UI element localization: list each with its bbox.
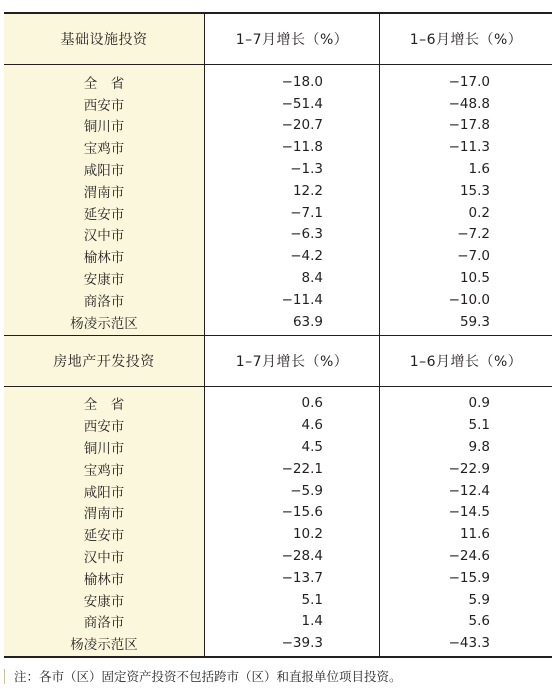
jan-jun-value-cell: 1.6 (468, 161, 490, 178)
region-name-cell: 宝鸡市 (83, 141, 125, 158)
region-name-cell: 安康市 (83, 272, 125, 289)
jan-jul-value-cell: −4.2 (290, 248, 323, 265)
section-body (4, 65, 552, 335)
jan-jul-value-cell: 8.4 (301, 270, 323, 287)
jan-jun-column (379, 387, 552, 657)
note-marker (4, 669, 5, 684)
jan-jul-column (204, 387, 379, 657)
region-name-cell: 榆林市 (83, 571, 125, 588)
jan-jun-value-cell: 10.5 (459, 270, 490, 287)
section-body (4, 387, 552, 657)
jan-jun-value-cell: 59.3 (459, 313, 490, 330)
header-jan-jul-growth: 1–7月增长（%） (204, 336, 379, 386)
jan-jun-value-cell: 9.8 (468, 439, 490, 456)
jan-jun-value-cell: −14.5 (448, 504, 490, 521)
investment-growth-table (4, 12, 552, 658)
jan-jul-value-cell: −39.3 (281, 635, 323, 652)
jan-jul-value-cell: −28.4 (281, 548, 323, 565)
jan-jun-value-cell: −17.8 (448, 117, 490, 134)
jan-jul-value-cell: 4.5 (301, 439, 323, 456)
jan-jun-value-cell: 0.2 (468, 204, 490, 221)
region-name-column (4, 387, 204, 657)
region-name-cell: 汉中市 (83, 550, 125, 567)
jan-jun-value-cell: 0.9 (468, 395, 490, 412)
region-name-column (4, 65, 204, 335)
region-name-cell: 全 省 (83, 397, 125, 414)
jan-jul-value-cell: 0.6 (301, 395, 323, 412)
header-infrastructure-label: 基础设施投资 (4, 14, 204, 64)
jan-jul-value-cell: −11.4 (281, 291, 323, 308)
jan-jul-value-cell: −5.9 (290, 482, 323, 499)
jan-jul-value-cell: −18.0 (281, 73, 323, 90)
jan-jun-value-cell: −12.4 (448, 482, 490, 499)
jan-jun-value-cell: −7.0 (457, 248, 490, 265)
jan-jun-value-cell: −24.6 (448, 548, 490, 565)
region-name-cell: 西安市 (83, 97, 125, 114)
jan-jun-value-cell: −17.0 (448, 73, 490, 90)
jan-jul-value-cell: −51.4 (281, 95, 323, 112)
jan-jul-value-cell: −7.1 (290, 204, 323, 221)
region-name-cell: 全 省 (83, 75, 125, 92)
jan-jul-column (204, 65, 379, 335)
jan-jun-value-cell: −22.9 (448, 460, 490, 477)
region-name-cell: 杨凌示范区 (70, 637, 138, 654)
jan-jul-value-cell: 10.2 (292, 526, 323, 543)
region-name-cell: 商洛市 (83, 293, 125, 310)
section-header (4, 14, 552, 64)
region-name-cell: 咸阳市 (83, 163, 125, 180)
region-name-cell: 延安市 (83, 206, 125, 223)
region-name-cell: 铜川市 (83, 119, 125, 136)
jan-jul-value-cell: −11.8 (281, 139, 323, 156)
jan-jul-value-cell: −1.3 (290, 161, 323, 178)
header-real-estate-label: 房地产开发投资 (4, 336, 204, 386)
jan-jun-value-cell: −11.3 (448, 139, 490, 156)
region-name-cell: 渭南市 (83, 184, 125, 201)
header-jan-jun-growth: 1–6月增长（%） (379, 336, 552, 386)
jan-jun-value-cell: −43.3 (448, 635, 490, 652)
jan-jun-value-cell: −15.9 (448, 569, 490, 586)
region-name-cell: 汉中市 (83, 228, 125, 245)
region-name-cell: 商洛市 (83, 615, 125, 632)
jan-jul-value-cell: 4.6 (301, 417, 323, 434)
jan-jun-value-cell: 5.1 (468, 417, 490, 434)
jan-jul-value-cell: 1.4 (301, 613, 323, 630)
footnote: 注：各市（区）固定资产投资不包括跨市（区）和直报单位项目投资。 (14, 669, 402, 684)
jan-jul-value-cell: −6.3 (290, 226, 323, 243)
jan-jun-value-cell: −48.8 (448, 95, 490, 112)
jan-jul-value-cell: −20.7 (281, 117, 323, 134)
region-name-cell: 宝鸡市 (83, 462, 125, 479)
jan-jun-value-cell: 15.3 (459, 182, 490, 199)
jan-jun-column (379, 65, 552, 335)
region-name-cell: 渭南市 (83, 506, 125, 523)
region-name-cell: 榆林市 (83, 250, 125, 267)
header-jan-jul-growth: 1–7月增长（%） (204, 14, 379, 64)
region-name-cell: 西安市 (83, 419, 125, 436)
jan-jul-value-cell: −13.7 (281, 569, 323, 586)
jan-jun-value-cell: 5.9 (468, 591, 490, 608)
table-bottom-rule (4, 656, 552, 658)
section-header (4, 336, 552, 386)
jan-jun-value-cell: 5.6 (468, 613, 490, 630)
jan-jul-value-cell: 12.2 (292, 182, 323, 199)
region-name-cell: 铜川市 (83, 441, 125, 458)
jan-jul-value-cell: 63.9 (292, 313, 323, 330)
jan-jul-value-cell: 5.1 (301, 591, 323, 608)
region-name-cell: 延安市 (83, 528, 125, 545)
header-jan-jun-growth: 1–6月增长（%） (379, 14, 552, 64)
jan-jul-value-cell: −15.6 (281, 504, 323, 521)
region-name-cell: 咸阳市 (83, 484, 125, 501)
region-name-cell: 杨凌示范区 (70, 315, 138, 332)
jan-jul-value-cell: −22.1 (281, 460, 323, 477)
jan-jun-value-cell: −10.0 (448, 291, 490, 308)
jan-jun-value-cell: 11.6 (459, 526, 490, 543)
region-name-cell: 安康市 (83, 593, 125, 610)
jan-jun-value-cell: −7.2 (457, 226, 490, 243)
